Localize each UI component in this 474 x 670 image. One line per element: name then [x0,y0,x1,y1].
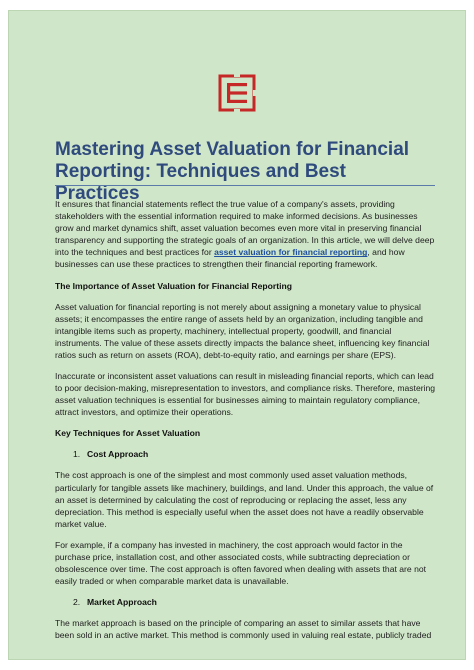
list-item-cost-approach [73,448,437,460]
asset-valuation-link[interactable]: asset valuation for financial reporting [214,247,368,258]
intro-paragraph [55,198,437,271]
market-paragraph-1: The market approach is based on the principle of comparing an asset to similar assets that have been sold in an active market. This method is commonly used in valuing real estate, publicly traded [55,618,432,641]
cost-paragraph-1: The cost approach is one of the simplest and most commonly used asset valuation methods, particularly for tangible assets like machinery, buildings, and land. Under this approach, the value of an asset is determined by calculating the cost of reproducing or replacing the asset, less any depreciation. This method is especially useful when the asset does not have a readily observable market value. [55,470,434,529]
intro-text-start: It ensures that financial statements reflect the true value of a company's assets, providing stakeholders with the essential information required to make informed decisions. As businesses grow and market dynamics shift, asset valuation becomes even more vital in preserving financial transparency and supporting the strategic goals of an organization. In this article, we will delve deep into the techniques and best practices for [55,199,435,258]
intro-text-end: , and how businesses can use these practices to strengthen their financial reporting framework. [55,247,405,270]
document-page [8,10,466,660]
heading-importance: The Importance of Asset Valuation for Financial Reporting [55,280,292,291]
cost-approach-title: Cost Approach [87,449,149,460]
importance-paragraph-2: Inaccurate or inconsistent asset valuations can result in misleading financial reports, which can lead to poor decision-making, misrepresentation to investors, and compliance risks. Therefore, mastering asset valuation techniques is essential for businesses aiming to maintain regulatory compliance, attract investors, and optimize their operations. [55,371,436,418]
list-number-1: 1. [73,449,81,460]
document-body [55,198,437,650]
cost-paragraph-2: For example, if a company has invested in machinery, the cost approach would factor in the purchase price, installation cost, and other associated costs, while subtracting depreciation or obsolescence over time. The cost approach is often favored when dealing with assets that are not easily traded or when comparable market data is unavailable. [55,539,427,587]
list-number-2: 2. [73,597,81,608]
document-title: Mastering Asset Valuation for Financial Reporting: Techniques and Best Practices [55,139,410,204]
stylized-E-logo-icon [217,73,257,113]
importance-paragraph-1: Asset valuation for financial reporting is not merely about assigning a monetary value to physical assets; it encompasses the entire range of assets held by an organization, including tangible and intangible items such as property, machinery, intellectual property, goodwill, and financial instruments. The value of these assets directly impacts the balance sheet, influencing key financial ratios such as return on assets (ROA), debt-to-equity ratio, and earnings per share (EPS). [55,301,430,360]
heading-techniques: Key Techniques for Asset Valuation [55,428,201,439]
list-item-market-approach [73,596,437,608]
market-approach-title: Market Approach [87,597,157,608]
title-divider [55,185,435,186]
